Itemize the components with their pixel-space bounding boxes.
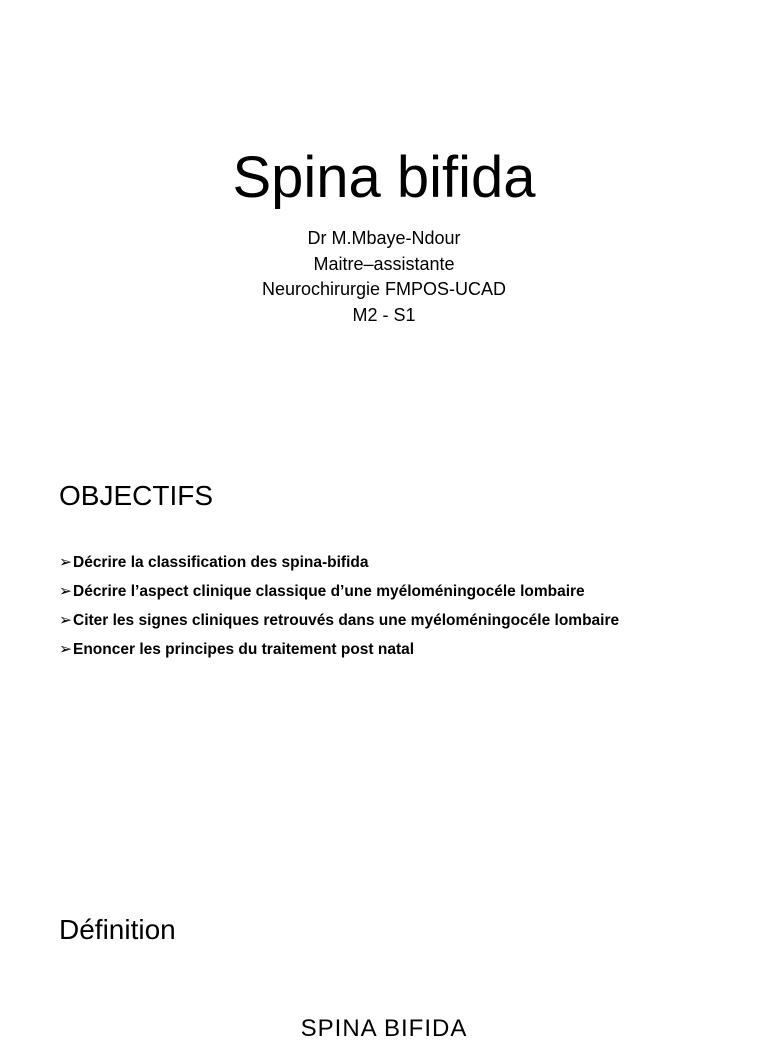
- objective-text: Décrire la classification des spina-bifida: [73, 554, 369, 571]
- slide-title: [0, 0, 768, 440]
- author-affiliation: Neurochirurgie FMPOS-UCAD: [261, 279, 507, 299]
- objectives-list: [59, 548, 619, 664]
- author-name: Dr M.Mbaye-Ndour: [307, 228, 461, 248]
- definition-heading: Définition: [59, 914, 176, 945]
- list-item: [59, 635, 619, 664]
- arrow-bullet-icon: ➢: [59, 554, 72, 571]
- objective-text: Enoncer les principes du traitement post natal: [73, 641, 415, 658]
- arrow-bullet-icon: ➢: [59, 641, 72, 658]
- slide-objectives: [0, 440, 768, 870]
- objectives-heading: OBJECTIFS: [59, 480, 214, 511]
- arrow-bullet-icon: ➢: [59, 612, 72, 629]
- slide-title-heading: Spina bifida: [232, 145, 536, 210]
- arrow-bullet-icon: ➢: [59, 583, 72, 600]
- list-item: [59, 606, 619, 635]
- objective-text: Décrire l’aspect clinique classique d’une myéloméningocéle lombaire: [73, 583, 585, 600]
- author-role: Maitre–assistante: [313, 253, 455, 274]
- definition-partial-text: SPINA BIFIDA: [300, 1015, 468, 1042]
- list-item: [59, 577, 619, 606]
- slide-subtitle: [0, 226, 768, 328]
- list-item: [59, 548, 619, 577]
- course-level: M2 - S1: [352, 304, 416, 325]
- slide-definition: [0, 870, 768, 1042]
- objective-text: Citer les signes cliniques retrouvés dans une myéloméningocéle lombaire: [73, 612, 620, 629]
